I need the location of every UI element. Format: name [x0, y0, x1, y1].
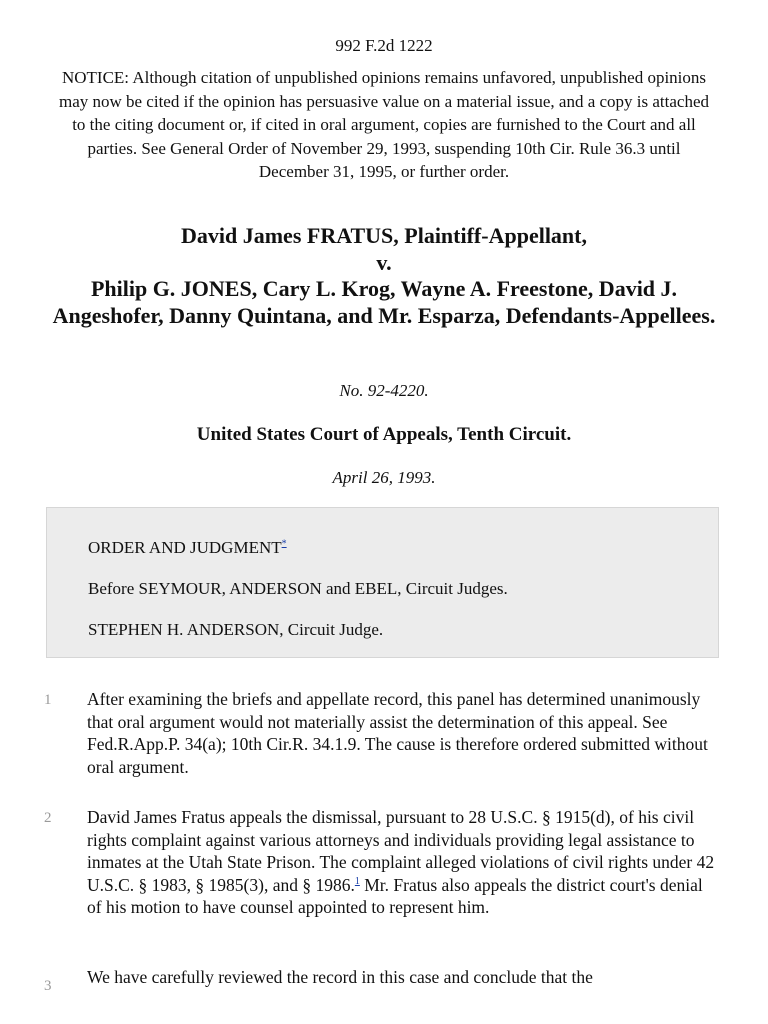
paragraph-text: After examining the briefs and appellate record, this panel has determined unanimously that oral argument would not materially assist the determination of this appeal. See Fed.R.App.P. 34(a); 10th Cir.R. 34.1.9. The cause is therefore ordered submitted without oral argument.: [87, 689, 708, 777]
paragraph-number: 1: [44, 692, 52, 708]
paragraph-text: [87, 806, 719, 919]
case-caption: [40, 223, 728, 329]
decision-date: April 26, 1993.: [332, 468, 436, 487]
versus-line: v.: [376, 249, 392, 275]
publication-notice: NOTICE: Although citation of unpublished opinions remains unfavored, unpublished opinions may now be cited if the opinion has persuasive value on a material issue, and a copy is attached to the citing document or, if cited in oral argument, copies are furnished to the Court and all parties. See General Order of November 29, 1993, suspending 10th Cir. Rule 36.3 until December 31, 1995, or further order.: [58, 68, 710, 181]
author-judge: STEPHEN H. ANDERSON, Circuit Judge.: [88, 620, 384, 639]
order-box: [46, 507, 719, 658]
paragraph-text-part: Mr. Fratus also appeals the district court's denial of his motion to have counsel appointed to represent him.: [87, 874, 703, 917]
order-title-text: ORDER AND JUDGMENT: [88, 538, 282, 557]
order-footnote-link[interactable]: *: [281, 538, 287, 550]
defendants-line: Philip G. JONES, Cary L. Krog, Wayne A. Freestone, David J. Angeshofer, Danny Quintana, and Mr. Esparza, Defendants-Appellees.: [52, 276, 716, 328]
paragraph-number: 2: [44, 810, 52, 826]
panel-line: Before SEYMOUR, ANDERSON and EBEL, Circuit Judges.: [88, 579, 508, 598]
paragraph-text-part: David James Fratus appeals the dismissal, pursuant to 28 U.S.C. § 1915(d), of his civil rights complaint against various attorneys and individuals providing legal assistance to inmates at the Utah State Prison. The complaint alleged violations of civil rights under 42 U.S.C. § 1983, § 1985(3), and § 1986.: [87, 807, 715, 895]
footnote-link[interactable]: 1: [354, 875, 360, 887]
order-title: [88, 538, 287, 558]
plaintiff-line: David James FRATUS, Plaintiff-Appellant,: [181, 223, 587, 248]
paragraph-number: 3: [44, 978, 52, 994]
case-citation: 992 F.2d 1222: [335, 36, 433, 55]
docket-number: No. 92-4220.: [339, 381, 429, 400]
court-name: United States Court of Appeals, Tenth Circuit.: [196, 424, 572, 445]
paragraph-text: We have carefully reviewed the record in this case and conclude that the: [87, 967, 593, 987]
